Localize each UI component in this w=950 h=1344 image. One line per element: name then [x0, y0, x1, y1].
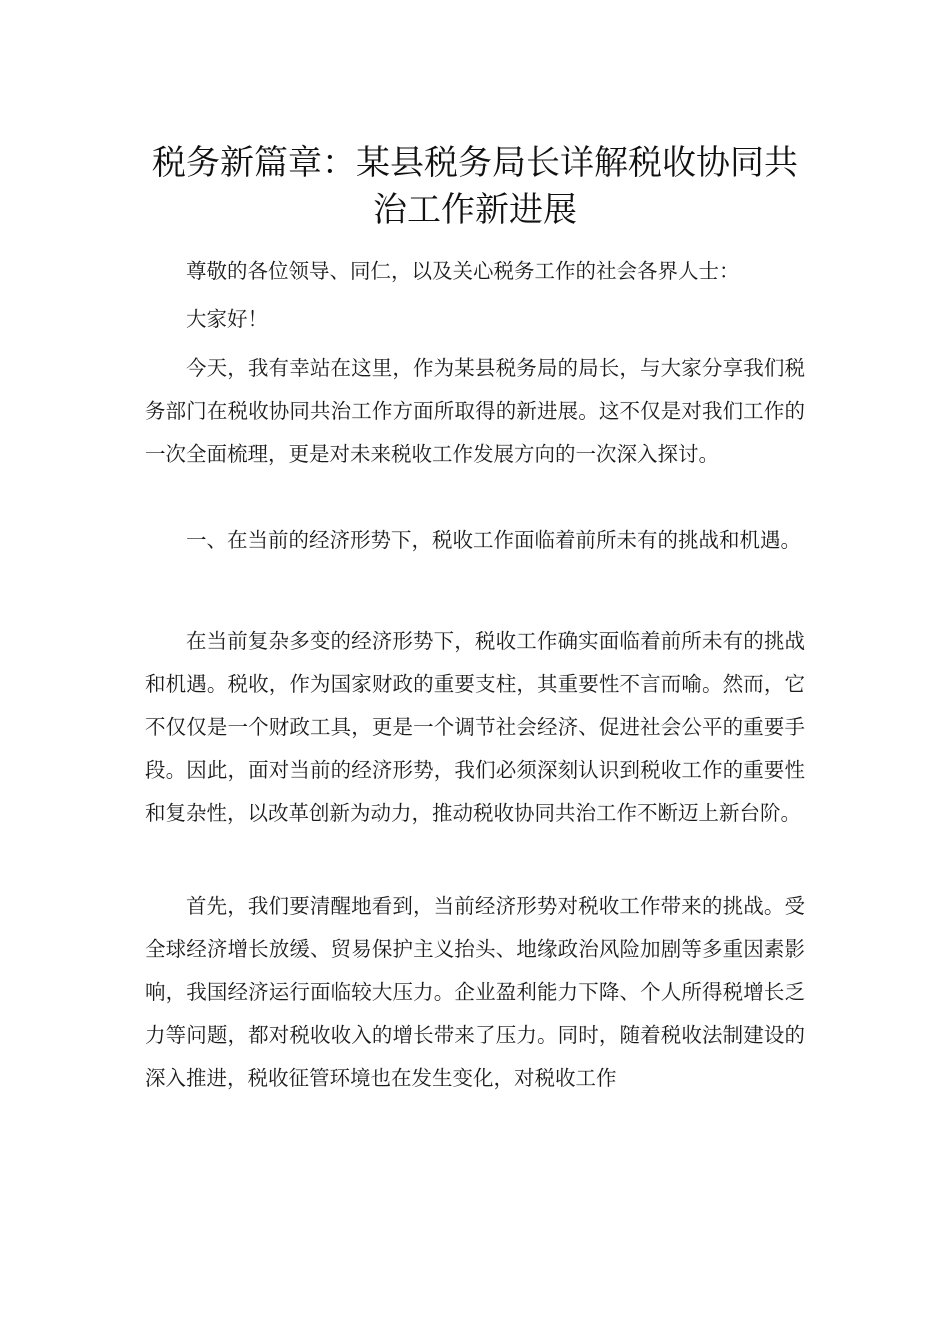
body-paragraph-1: 在当前复杂多变的经济形势下，税收工作确实面临着前所未有的挑战和机遇。税收，作为国家财政的重要支柱，其重要性不言而喻。然而，它不仅仅是一个财政工具，更是一个调节社会经济、促进社会公平的重要手段。因此，面对当前的经济形势，我们必须深刻认识到税收工作的重要性和复杂性，以改革创新为动力，推动税收协同共治工作不断迈上新台阶。 — [145, 629, 805, 825]
body-paragraph-2: 首先，我们要清醒地看到，当前经济形势对税收工作带来的挑战。受全球经济增长放缓、贸易保护主义抬头、地缘政治风险加剧等多重因素影响，我国经济运行面临较大压力。企业盈利能力下降、个人所得税增长乏力等问题，都对税收收入的增长带来了压力。同时，随着税收法制建设的深入推进，税收征管环境也在发生变化，对税收工作 — [145, 894, 805, 1090]
intro-paragraph: 今天，我有幸站在这里，作为某县税务局的局长，与大家分享我们税务部门在税收协同共治工作方面所取得的新进展。这不仅是对我们工作的一次全面梳理，更是对未来税收工作发展方向的一次深入探讨。 — [145, 356, 805, 466]
greeting-paragraph: 大家好！ — [186, 307, 268, 331]
document-title: 税务新篇章：某县税务局长详解税收协同共治工作新进展 — [152, 143, 798, 230]
salutation-paragraph: 尊敬的各位领导、同仁，以及关心税务工作的社会各界人士： — [186, 259, 740, 283]
section-heading-1: 一、在当前的经济形势下，税收工作面临着前所未有的挑战和机遇。 — [186, 528, 801, 552]
